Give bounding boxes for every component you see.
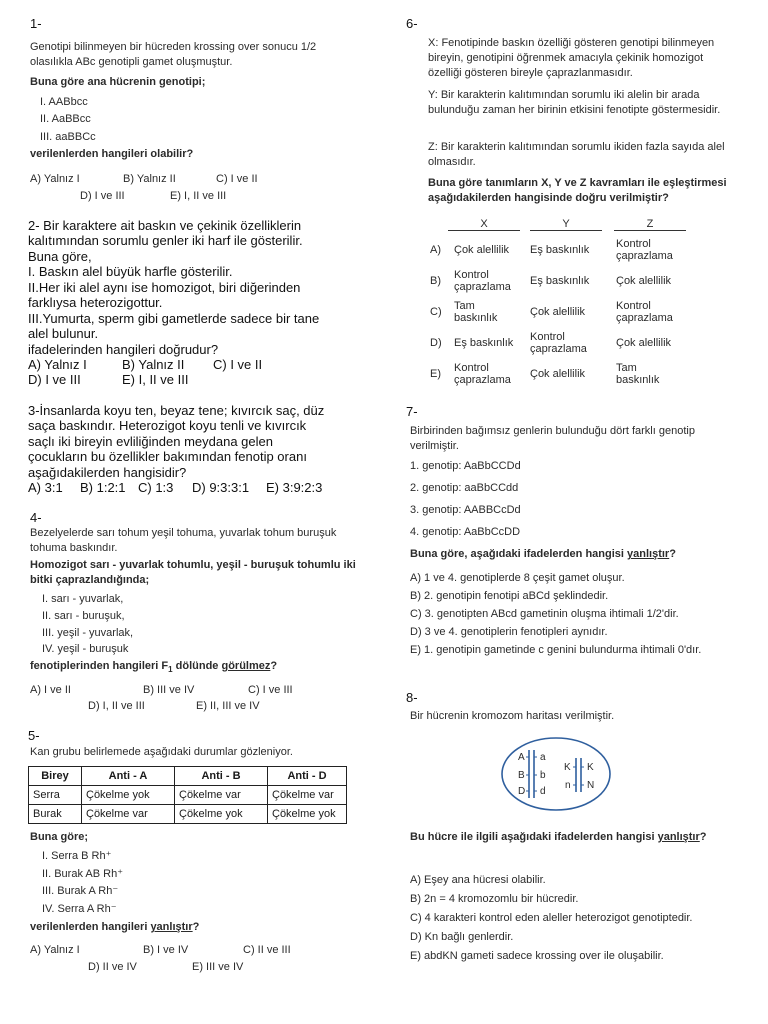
option-e-y: Çok alellilik (530, 368, 586, 380)
question-number: 4- (30, 510, 42, 525)
table-cell: Serra (29, 786, 82, 805)
allele-label: K (587, 762, 594, 773)
question-text: Bezelyelerde sarı tohum yeşil tohuma, yuvarlak tohum buruşuk tohuma baskındır. (30, 527, 337, 554)
definition-z: Z: Bir karakterin kalıtımından sorumlu ikiden fazla sayıda alel olmasıdır. (428, 141, 725, 168)
question-line: saçlı iki bireyin evliliğinden meydana gelen (28, 434, 273, 449)
option-b-letter[interactable]: B) (430, 275, 441, 287)
option-e[interactable]: E) I, II ve III (170, 190, 227, 202)
option-d[interactable]: D) 3 ve 4. genotiplerin fenotipleri aynıdır. (410, 626, 608, 638)
option-d[interactable]: D) I, II ve III (88, 700, 145, 712)
allele-label: D (518, 786, 526, 797)
question-number: 6- (406, 16, 418, 31)
option-a[interactable]: A) 3:1 (28, 480, 63, 495)
question-line: II.Her iki alel aynı ise homozigot, biri diğerinden (28, 280, 301, 295)
item-2: II. AaBBcc (40, 113, 91, 125)
question-prompt: verilenlerden hangileri yanlıştır? (30, 921, 200, 933)
question-stem: Buna göre tanımların X, Y ve Z kavramları ile eşleştirmesi aşağıdakilerden hangisinde doğru verilmiştir? (428, 177, 727, 204)
question-text: Kan grubu belirlemede aşağıdaki durumlar gözleniyor. (30, 746, 293, 758)
column-header: Anti - A (82, 767, 175, 786)
question-line: saça baskındır. Heterozigot koyu tenli ve kıvırcık (28, 418, 307, 433)
option-a[interactable]: A) 1 ve 4. genotiplerde 8 çeşit gamet oluşur. (410, 572, 625, 584)
column-header: Birey (29, 767, 82, 786)
question-line: I. Baskın alel büyük harfle gösterilir. (28, 264, 233, 279)
item-1: I. sarı - yuvarlak, (42, 593, 124, 605)
question-line: 3-İnsanlarda koyu ten, beyaz tene; kıvırcık saç, düz (28, 403, 325, 418)
question-stem: Buna göre ana hücrenin genotipi; (30, 76, 206, 88)
option-a-z: Kontrol çaprazlama (616, 238, 673, 262)
question-line: farklıysa heterozigottur. (28, 295, 163, 310)
item-1: I. AABbcc (40, 96, 88, 108)
option-d[interactable]: D) II ve IV (88, 961, 137, 973)
question-number: 7- (406, 404, 418, 419)
table-cell: Çökelme var (175, 786, 268, 805)
question-line: alel bulunur. (28, 326, 99, 341)
item-3: III. aaBBCc (40, 131, 96, 143)
question-text: Birbirinden bağımsız genlerin bulunduğu dört farklı genotip verilmiştir. (410, 425, 695, 452)
allele-label: N (587, 780, 595, 791)
option-c[interactable]: C) 4 karakteri kontrol eden aleller heterozigot genotiptedir. (410, 912, 693, 924)
option-d-z: Çok alellilik (616, 337, 672, 349)
option-a[interactable]: A) Yalnız I (30, 944, 80, 956)
option-b-x: Kontrol çaprazlama (454, 269, 511, 293)
option-b[interactable]: B) III ve IV (143, 684, 195, 696)
question-stem: Buna göre; (30, 831, 89, 843)
option-a[interactable]: A) Yalnız I (28, 357, 87, 372)
option-e[interactable]: E) 3:9:2:3 (266, 480, 323, 495)
item-2: II. Burak AB Rh⁺ (42, 868, 124, 880)
question-line: Buna göre, (28, 249, 92, 264)
item-4: IV. yeşil - buruşuk (42, 643, 129, 655)
item-3: III. yeşil - yuvarlak, (42, 627, 134, 639)
table-header-row (29, 767, 347, 786)
option-b[interactable]: B) I ve IV (143, 944, 189, 956)
question-line: III.Yumurta, sperm gibi gametlerde sadece bir tane (28, 311, 320, 326)
column-header: X (448, 218, 520, 231)
option-e[interactable]: E) 1. genotipin gametinde c genini bulundurma ihtimali 0'dır. (410, 644, 702, 656)
question-number: 1- (30, 16, 42, 31)
blood-group-table (28, 766, 347, 824)
definition-y: Y: Bir karakterin kalıtımından sorumlu iki alelin bir arada bulunduğu zaman her birinin etkisini fenotipte göstermesidir. (428, 89, 721, 116)
question-stem: Homozigot sarı - yuvarlak tohumlu, yeşil - buruşuk tohumlu iki bitki çaprazlandığında; (30, 559, 356, 586)
option-e[interactable]: E) III ve IV (192, 961, 244, 973)
allele-label: K (564, 762, 571, 773)
column-header: Anti - B (175, 767, 268, 786)
question-number: 5- (28, 728, 40, 743)
allele-label: A (518, 752, 525, 763)
option-a-y: Eş baskınlık (530, 244, 590, 256)
allele-label: d (540, 786, 546, 797)
table-row (29, 805, 347, 824)
option-b[interactable]: B) Yalnız II (122, 357, 185, 372)
option-e-x: Kontrol çaprazlama (454, 362, 511, 386)
option-e-z: Tam baskınlık (616, 362, 660, 386)
table-cell: Çökelme yok (82, 786, 175, 805)
option-b[interactable]: B) 1:2:1 (80, 480, 126, 495)
definition-x: X: Fenotipinde baskın özelliği gösteren genotipi bilinmeyen bireyin, genotipini öğrenmek amacıyla çekinik homozigot özelliği gösteren bireyle çaprazlanmasıdır. (428, 37, 715, 79)
option-a-x: Çok alellilik (454, 244, 510, 256)
option-c[interactable]: C) I ve III (248, 684, 293, 696)
column-header: Anti - D (268, 767, 347, 786)
item-2: II. sarı - buruşuk, (42, 610, 125, 622)
option-c-y: Çok alellilik (530, 306, 586, 318)
table-cell: Çökelme var (82, 805, 175, 824)
option-d[interactable]: D) 9:3:3:1 (192, 480, 250, 495)
option-a[interactable]: A) Eşey ana hücresi olabilir. (410, 874, 546, 886)
question-prompt: fenotiplerinden hangileri $F_1$ dölünde görülmez? (30, 660, 278, 675)
column-header: Z (614, 218, 686, 231)
allele-label: n (565, 780, 571, 791)
question-prompt: ifadelerinden hangileri doğrudur? (28, 342, 219, 357)
question-line: kalıtımından sorumlu genler iki harf ile gösterilir. (28, 233, 303, 248)
option-c[interactable]: C) II ve III (243, 944, 291, 956)
question-text: Bir hücrenin kromozom haritası verilmiştir. (410, 710, 615, 722)
option-c[interactable]: C) I ve II (216, 173, 258, 185)
option-a[interactable]: A) I ve II (30, 684, 71, 696)
question-prompt: aşağıdakilerden hangisidir? (28, 465, 187, 480)
question-text: Genotipi bilinmeyen bir hücreden krossing over sonucu 1/2 olasılıkla ABc genotipli gamet oluşmuştur. (30, 41, 317, 68)
table-row (29, 786, 347, 805)
option-c[interactable]: C) I ve II (213, 357, 263, 372)
question-line: çocukların bu özellikler bakımından fenotip oranı (28, 449, 307, 464)
option-b-z: Çok alellilik (616, 275, 672, 287)
option-e[interactable]: E) I, II ve III (122, 372, 189, 387)
option-c[interactable]: C) 1:3 (138, 480, 174, 495)
option-c[interactable]: C) 3. genotipten ABcd gametinin oluşma ihtimali 1/2'dir. (410, 608, 679, 620)
option-d-letter[interactable]: D) (430, 337, 442, 349)
question-prompt: verilenlerden hangileri olabilir? (30, 148, 194, 160)
table-cell: Çökelme yok (268, 805, 347, 824)
genotype-4: 4. genotip: AaBbCcDD (410, 526, 521, 538)
option-a-letter[interactable]: A) (430, 244, 441, 256)
table-cell: Burak (29, 805, 82, 824)
genotype-1: 1. genotip: AaBbCCDd (410, 460, 521, 472)
option-d[interactable]: D) Kn bağlı genlerdir. (410, 931, 514, 943)
genotype-3: 3. genotip: AABBCcDd (410, 504, 521, 516)
option-a[interactable]: A) Yalnız I (30, 173, 80, 185)
allele-label: b (540, 770, 546, 781)
item-3: III. Burak A Rh⁻ (42, 885, 119, 897)
column-header: Y (530, 218, 602, 231)
option-e[interactable]: E) II, III ve IV (196, 700, 260, 712)
option-e-letter[interactable]: E) (430, 368, 441, 380)
option-c-z: Kontrol çaprazlama (616, 300, 673, 324)
question-number: 8- (406, 690, 418, 705)
question-line: 2- Bir karaktere ait baskın ve çekinik özelliklerin (28, 218, 302, 233)
table-cell: Çökelme yok (175, 805, 268, 824)
option-d-y: Kontrol çaprazlama (530, 331, 587, 355)
option-d[interactable]: D) I ve III (80, 190, 125, 202)
option-b[interactable]: B) 2. genotipin fenotipi aBCd şeklindedir. (410, 590, 609, 602)
option-e[interactable]: E) abdKN gameti sadece krossing over ile oluşabilir. (410, 950, 664, 962)
item-1: I. Serra B Rh⁺ (42, 850, 112, 862)
option-b-y: Eş baskınlık (530, 275, 590, 287)
option-c-letter[interactable]: C) (430, 306, 442, 318)
option-b[interactable]: B) Yalnız II (123, 173, 176, 185)
item-4: IV. Serra A Rh⁻ (42, 903, 117, 915)
option-b[interactable]: B) 2n = 4 kromozomlu bir hücredir. (410, 893, 579, 905)
table-cell: Çökelme var (268, 786, 347, 805)
question-prompt: Bu hücre ile ilgili aşağıdaki ifadelerden hangisi yanlıştır? (410, 831, 707, 843)
allele-label: a (540, 752, 546, 763)
chromosome-map-diagram (500, 736, 612, 812)
option-d-x: Eş baskınlık (454, 337, 514, 349)
option-c-x: Tam baskınlık (454, 300, 498, 324)
question-prompt: Buna göre, aşağıdaki ifadelerden hangisi yanlıştır? (410, 548, 676, 560)
genotype-2: 2. genotip: aaBbCCdd (410, 482, 519, 494)
option-d[interactable]: D) I ve III (28, 372, 81, 387)
allele-label: B (518, 770, 525, 781)
